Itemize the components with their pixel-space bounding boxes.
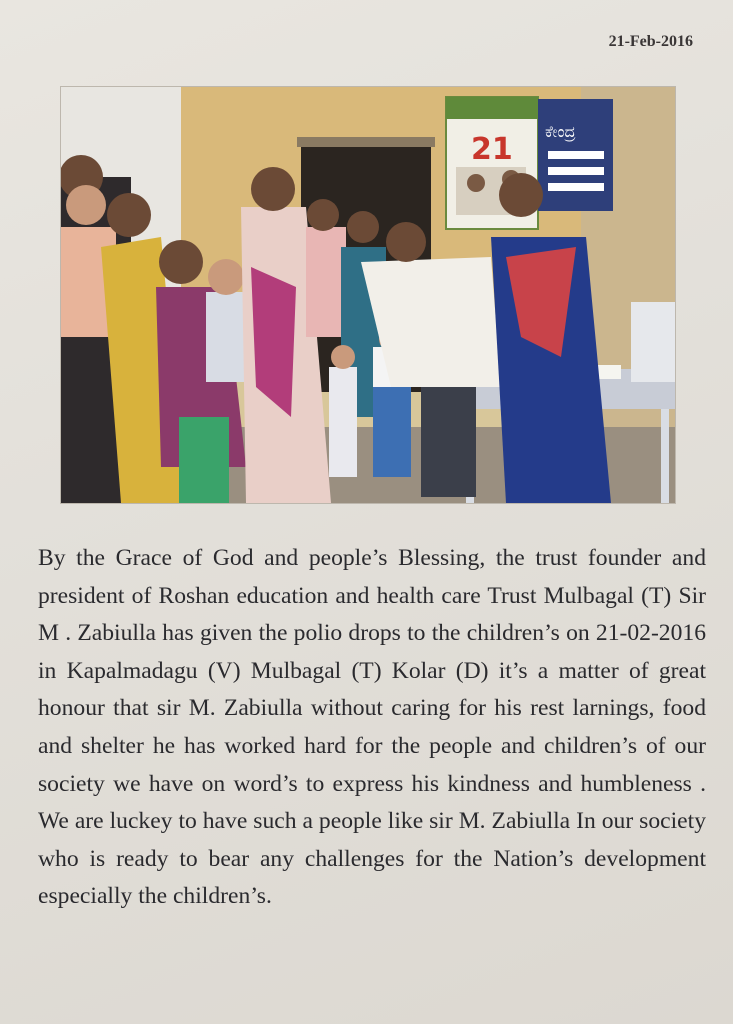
document-date: 21-Feb-2016 [608, 33, 693, 50]
photo-illustration [61, 87, 675, 503]
article-body [38, 540, 706, 916]
event-photo [60, 86, 676, 504]
door-frame [297, 137, 435, 147]
poster-label: ಕೇಂದ್ರ [545, 122, 576, 141]
poster-right [538, 99, 613, 211]
poster-number: 21 [471, 132, 513, 167]
article-paragraph: By the Grace of God and people’s Blessing, the trust founder and president of Roshan education and health care Trust Mulbagal (T) Sir M . Zabiulla has given the polio drops to the children’s on 21-02-2016 in Kapalmadagu (V) Mulbagal (T) Kolar (D) it’s a matter of great honour that sir M. Zabiulla without caring for his rest larnings, food and shelter he has worked hard for the people and children’s of our society we have on word’s to express his kindness and humbleness . We are luckey to have such a people like sir M. Zabiulla In our society who is ready to bear any challenges for the Nation’s development especially the children’s. [38, 545, 706, 910]
crowd [61, 155, 611, 503]
